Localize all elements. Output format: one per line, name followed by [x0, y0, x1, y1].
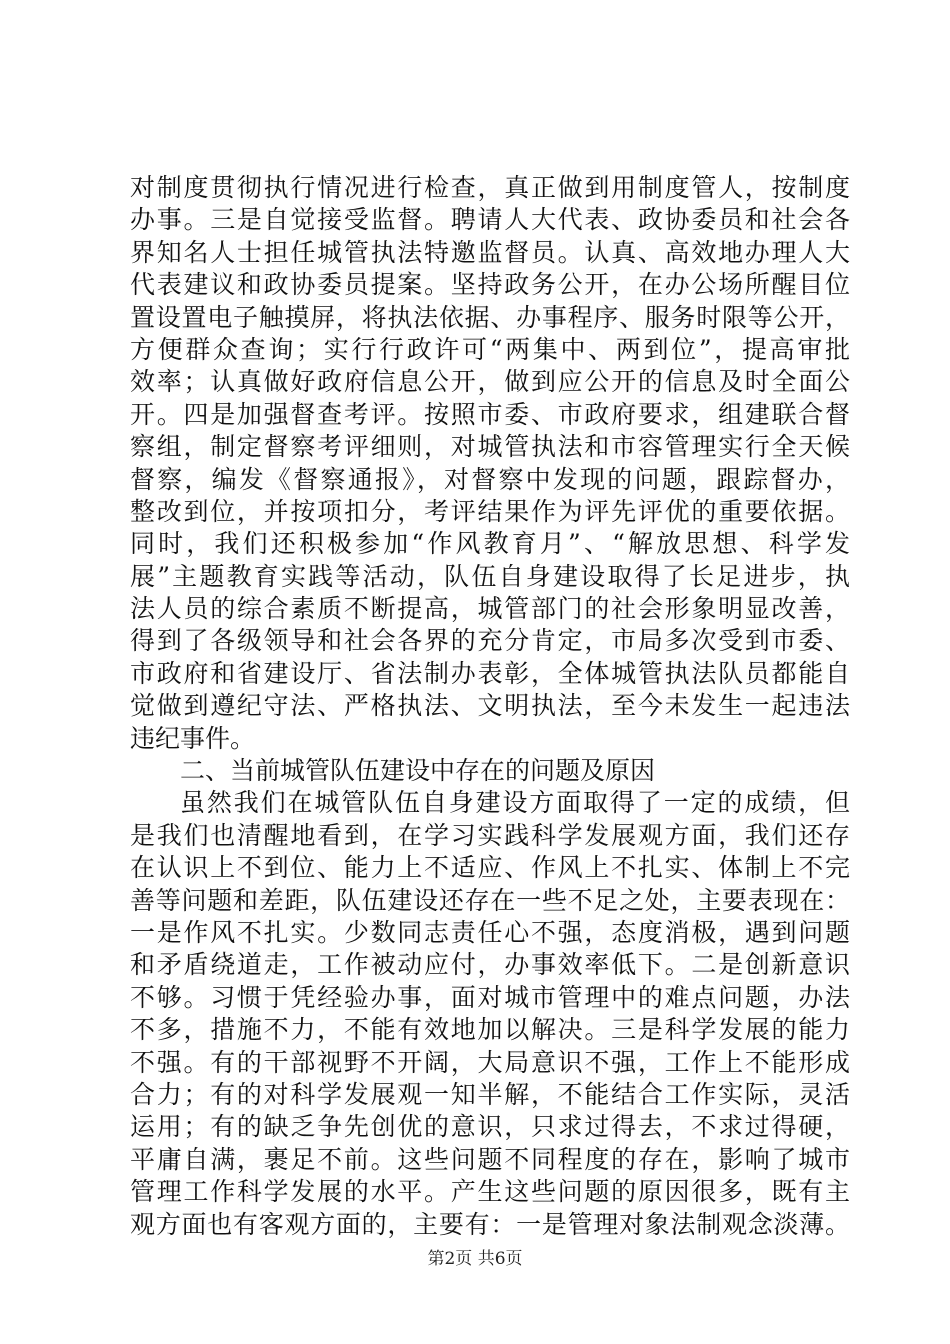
text-line: 不多，措施不力，不能有效地加以解决。三是科学发展的能力	[130, 1015, 850, 1045]
text-line: 违纪事件。	[130, 723, 256, 753]
text-line: 效率；认真做好政府信息公开，做到应公开的信息及时全面公	[130, 367, 850, 397]
text-line: 是我们也清醒地看到，在学习实践科学发展观方面，我们还存	[130, 820, 850, 850]
text-line: 在认识上不到位、能力上不适应、作风上不扎实、体制上不完	[130, 853, 850, 883]
text-line: 善等问题和差距，队伍建设还存在一些不足之处，主要表现在：	[130, 885, 850, 915]
text-line: 平庸自满，裹足不前。这些问题不同程度的存在，影响了城市	[130, 1144, 850, 1174]
text-line: 观方面也有客观方面的，主要有：一是管理对象法制观念淡薄。	[130, 1209, 850, 1239]
text-line: 不够。习惯于凭经验办事，面对城市管理中的难点问题，办法	[130, 982, 850, 1012]
text-line: 对制度贯彻执行情况进行检查，真正做到用制度管人，按制度	[130, 173, 850, 202]
text-line: 得到了各级领导和社会各界的充分肯定，市局多次受到市委、	[130, 626, 850, 656]
text-line: 市政府和省建设厅、省法制办表彰，全体城管执法队员都能自	[130, 658, 850, 688]
text-line: 运用；有的缺乏争先创优的意识，只求过得去，不求过得硬，	[130, 1112, 850, 1142]
text-line: 管理工作科学发展的水平。产生这些问题的原因很多，既有主	[130, 1177, 850, 1207]
text-line: 同时，我们还积极参加“作风教育月”、“解放思想、科学发	[130, 529, 850, 559]
text-line: 置设置电子触摸屏，将执法依据、办事程序、服务时限等公开，	[130, 302, 850, 332]
text-line: 方便群众查询；实行行政许可“两集中、两到位”，提高审批	[130, 334, 850, 364]
text-line: 整改到位，并按项扣分，考评结果作为评先评优的重要依据。	[130, 496, 850, 526]
page-footer: 第2页 共6页	[427, 1249, 523, 1269]
text-line: 不强。有的干部视野不开阔，大局意识不强，工作上不能形成	[130, 1047, 850, 1077]
text-line: 开。四是加强督查考评。按照市委、市政府要求，组建联合督	[130, 399, 850, 429]
text-line: 一是作风不扎实。少数同志责任心不强，态度消极，遇到问题	[130, 917, 850, 947]
text-line: 和矛盾绕道走，工作被动应付，办事效率低下。二是创新意识	[130, 950, 850, 980]
text-line: 界知名人士担任城管执法特邀监督员。认真、高效地办理人大	[130, 237, 850, 267]
text-line: 督察，编发《督察通报》，对督察中发现的问题，跟踪督办，	[130, 464, 850, 494]
text-line: 虽然我们在城管队伍自身建设方面取得了一定的成绩，但	[180, 788, 850, 818]
text-line: 办事。三是自觉接受监督。聘请人大代表、政协委员和社会各	[130, 205, 850, 235]
text-line: 察组，制定督察考评细则，对城管执法和市容管理实行全天候	[130, 432, 850, 462]
text-line: 合力；有的对科学发展观一知半解，不能结合工作实际，灵活	[130, 1079, 850, 1109]
text-line: 法人员的综合素质不断提高，城管部门的社会形象明显改善，	[130, 594, 850, 624]
section-heading: 二、当前城管队伍建设中存在的问题及原因	[180, 756, 656, 786]
text-line: 展”主题教育实践等活动，队伍自身建设取得了长足进步，执	[130, 561, 850, 591]
text-line: 觉做到遵纪守法、严格执法、文明执法，至今未发生一起违法	[130, 691, 850, 721]
body-text	[130, 172, 850, 1241]
text-line: 代表建议和政协委员提案。坚持政务公开，在办公场所醒目位	[130, 270, 850, 300]
